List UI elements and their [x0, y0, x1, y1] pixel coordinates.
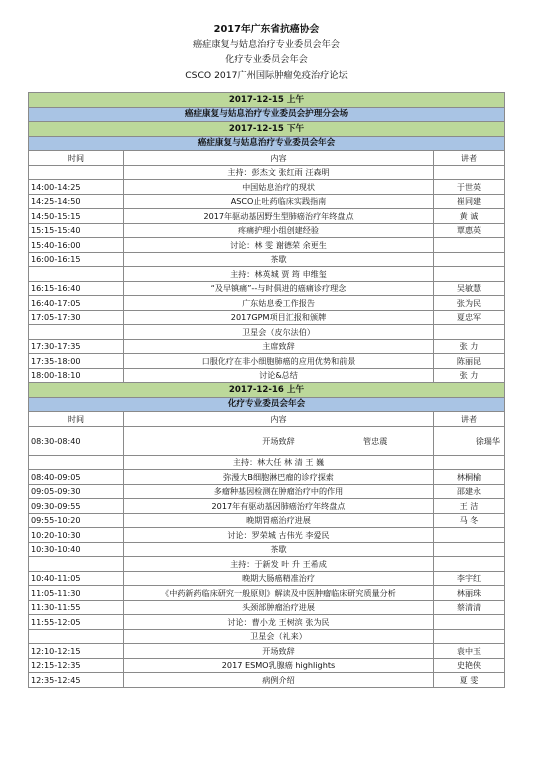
time-cell: 14:25-14:50: [29, 194, 124, 209]
section-note-row: [29, 267, 505, 282]
time-cell: 09:05-09:30: [29, 484, 124, 499]
time-cell: 09:55-10:20: [29, 513, 124, 528]
date-label: 2017-12-16 上午: [29, 383, 505, 398]
content-cell: 茶歇: [124, 252, 434, 267]
content-cell: “及早镇痛”--与时俱进的癌痛诊疗理念: [124, 281, 434, 296]
speaker-cell: 吴敏慧: [434, 281, 505, 296]
speaker-cell: 蔡清清: [434, 600, 505, 615]
section-note: [29, 455, 124, 470]
speaker-cell: [434, 542, 505, 557]
content-cell: 2017年驱动基因野生型肺癌治疗年终盘点: [124, 209, 434, 224]
schedule-row: [29, 354, 505, 369]
column-header-row: [29, 151, 505, 166]
time-cell: 11:05-11:30: [29, 586, 124, 601]
section-note-text: 主持：于新发 叶 升 王希成: [124, 557, 434, 572]
session-title: 化疗专业委员会年会: [29, 397, 505, 412]
time-cell: 10:30-10:40: [29, 542, 124, 557]
section-note-empty: [434, 629, 505, 644]
speaker-cell: 王 洁: [434, 499, 505, 514]
section-note-text: 主持：林英城 贾 筠 申维玺: [124, 267, 434, 282]
schedule-row: [29, 223, 505, 238]
schedule-row: [29, 368, 505, 383]
time-cell: 15:15-15:40: [29, 223, 124, 238]
schedule-row: [29, 310, 505, 325]
time-cell: 17:30-17:35: [29, 339, 124, 354]
time-cell: 12:35-12:45: [29, 673, 124, 688]
schedule-row: [29, 658, 505, 673]
speaker-name: 徐瑞华: [475, 435, 500, 446]
schedule-row: [29, 499, 505, 514]
content-cell: 讨论：林 雯 谢德荣 余更生: [124, 238, 434, 253]
content-column-header: 内容: [124, 412, 434, 427]
date-row: [29, 93, 505, 108]
time-cell: 10:20-10:30: [29, 528, 124, 543]
schedule-row: [29, 484, 505, 499]
content-cell: 主席致辞: [124, 339, 434, 354]
date-label: 2017-12-15 上午: [29, 93, 505, 108]
time-cell: 08:40-09:05: [29, 470, 124, 485]
content-column-header: 内容: [124, 151, 434, 166]
schedule-row: [29, 600, 505, 615]
section-note-row: [29, 165, 505, 180]
schedule-row: [29, 586, 505, 601]
section-note-empty: [434, 165, 505, 180]
content-cell: 口服化疗在非小细胞肺癌的应用优势和前景: [124, 354, 434, 369]
section-note-text: 主持：彭杰文 张红雨 汪森明: [124, 165, 434, 180]
speaker-cell: [434, 528, 505, 543]
section-note: [29, 557, 124, 572]
speaker-cell: 马 冬: [434, 513, 505, 528]
speaker-cell: 李宇红: [434, 571, 505, 586]
time-cell: 10:40-11:05: [29, 571, 124, 586]
schedule-row: [29, 281, 505, 296]
speaker-cell: [363, 426, 505, 455]
content-cell: 2017年有驱动基因肺癌治疗年终盘点: [124, 499, 434, 514]
section-note-text: 卫星会（礼来）: [124, 629, 434, 644]
section-note-empty: [434, 325, 505, 340]
speaker-cell: [434, 238, 505, 253]
speaker-cell: [434, 615, 505, 630]
section-note: [29, 267, 124, 282]
speaker-cell: 袁中玉: [434, 644, 505, 659]
speaker-column-header: 讲者: [434, 412, 505, 427]
content-cell: 广东姑息委工作报告: [124, 296, 434, 311]
time-cell: 11:30-11:55: [29, 600, 124, 615]
schedule-row: [29, 513, 505, 528]
content-cell: 开场致辞: [124, 426, 434, 455]
speaker-cell: 邵建永: [434, 484, 505, 499]
schedule-row: [29, 252, 505, 267]
content-cell: 2017GPM项目汇报和颁牌: [124, 310, 434, 325]
time-column-header: 时间: [29, 412, 124, 427]
schedule-row: [29, 339, 505, 354]
speaker-cell: 林丽珠: [434, 586, 505, 601]
schedule-table: [28, 92, 505, 688]
agenda-subtitle-1: 癌症康复与姑息治疗专业委员会年会: [193, 39, 340, 51]
content-cell: 茶歇: [124, 542, 434, 557]
speaker-cell: 张 力: [434, 339, 505, 354]
schedule-row: [29, 470, 505, 485]
schedule-body: [29, 93, 505, 688]
speaker-cell: [434, 252, 505, 267]
session-title-row: [29, 107, 505, 122]
section-note-row: [29, 455, 505, 470]
content-cell: 多瘤种基因检测在肿瘤治疗中的作用: [124, 484, 434, 499]
time-cell: 14:00-14:25: [29, 180, 124, 195]
time-cell: 17:05-17:30: [29, 310, 124, 325]
speaker-cell: 张为民: [434, 296, 505, 311]
time-cell: 18:00-18:10: [29, 368, 124, 383]
section-note-text: 主持：林大任 林 清 王 巍: [124, 455, 434, 470]
content-cell: 讨论：罗荣城 古伟光 李爱民: [124, 528, 434, 543]
schedule-row: [29, 238, 505, 253]
time-column-header: 时间: [29, 151, 124, 166]
speaker-cell: 张 力: [434, 368, 505, 383]
section-note-row: [29, 557, 505, 572]
section-note-empty: [434, 267, 505, 282]
section-note-row: [29, 325, 505, 340]
column-header-row: [29, 412, 505, 427]
schedule-row: [29, 644, 505, 659]
content-cell: 疼痛护理小组创建经验: [124, 223, 434, 238]
agenda-subtitle-3: CSCO 2017广州国际肿瘤免疫治疗论坛: [185, 69, 348, 81]
content-cell: 2017 ESMO乳腺癌 highlights: [124, 658, 434, 673]
content-cell: 晚期大肠癌精准治疗: [124, 571, 434, 586]
content-cell: 弥漫大B细胞淋巴瘤的诊疗探索: [124, 470, 434, 485]
date-row: [29, 122, 505, 137]
schedule-row: [29, 194, 505, 209]
schedule-row: [29, 209, 505, 224]
content-cell: 晚期胃癌治疗进展: [124, 513, 434, 528]
content-cell: 头颈部肿瘤治疗进展: [124, 600, 434, 615]
schedule-row: [29, 571, 505, 586]
speaker-column-header: 讲者: [434, 151, 505, 166]
section-note-empty: [434, 557, 505, 572]
speaker-cell: 林桐榆: [434, 470, 505, 485]
time-cell: 17:35-18:00: [29, 354, 124, 369]
speaker-cell: 崔同建: [434, 194, 505, 209]
schedule-row: [29, 615, 505, 630]
section-note: [29, 165, 124, 180]
section-note-text: 卫星会（皮尔法伯）: [124, 325, 434, 340]
time-cell: 15:40-16:00: [29, 238, 124, 253]
session-title-row: [29, 397, 505, 412]
session-title: 癌症康复与姑息治疗专业委员会护理分会场: [29, 107, 505, 122]
time-cell: 16:40-17:05: [29, 296, 124, 311]
session-title: 癌症康复与姑息治疗专业委员会年会: [29, 136, 505, 151]
speaker-cell: 于世英: [434, 180, 505, 195]
speaker-cell: 史艳侠: [434, 658, 505, 673]
date-row: [29, 383, 505, 398]
time-cell: 12:15-12:35: [29, 658, 124, 673]
time-cell: 08:30-08:40: [29, 426, 124, 455]
section-note-empty: [434, 455, 505, 470]
session-title-row: [29, 136, 505, 151]
speaker-cell: 夏忠军: [434, 310, 505, 325]
content-cell: 病例介绍: [124, 673, 434, 688]
content-cell: 开场致辞: [124, 644, 434, 659]
content-cell: 讨论&总结: [124, 368, 434, 383]
schedule-row: [29, 296, 505, 311]
speaker-pair: [359, 435, 504, 447]
content-cell: 《中药新药临床研究一般原则》解读及中医肿瘤临床研究质量分析: [124, 586, 434, 601]
agenda-header: [0, 22, 533, 83]
time-cell: 16:15-16:40: [29, 281, 124, 296]
time-cell: 11:55-12:05: [29, 615, 124, 630]
agenda-title: 2017年广东省抗癌协会: [213, 24, 320, 35]
speaker-cell: 陈丽昆: [434, 354, 505, 369]
time-cell: 14:50-15:15: [29, 209, 124, 224]
speaker-name: 管忠震: [363, 435, 388, 446]
schedule-row: [29, 542, 505, 557]
schedule-row: [29, 426, 505, 455]
section-note: [29, 629, 124, 644]
content-cell: ASCO止吐药临床实践指南: [124, 194, 434, 209]
date-label: 2017-12-15 下午: [29, 122, 505, 137]
agenda-subtitle-2: 化疗专业委员会年会: [225, 54, 308, 66]
section-note: [29, 325, 124, 340]
content-cell: 中国姑息治疗的现状: [124, 180, 434, 195]
schedule-row: [29, 180, 505, 195]
speaker-cell: 覃惠英: [434, 223, 505, 238]
speaker-cell: 夏 雯: [434, 673, 505, 688]
time-cell: 12:10-12:15: [29, 644, 124, 659]
speaker-cell: 黄 诚: [434, 209, 505, 224]
content-cell: 讨论：曹小龙 王树滨 张为民: [124, 615, 434, 630]
schedule-row: [29, 528, 505, 543]
time-cell: 16:00-16:15: [29, 252, 124, 267]
time-cell: 09:30-09:55: [29, 499, 124, 514]
schedule-row: [29, 673, 505, 688]
section-note-row: [29, 629, 505, 644]
